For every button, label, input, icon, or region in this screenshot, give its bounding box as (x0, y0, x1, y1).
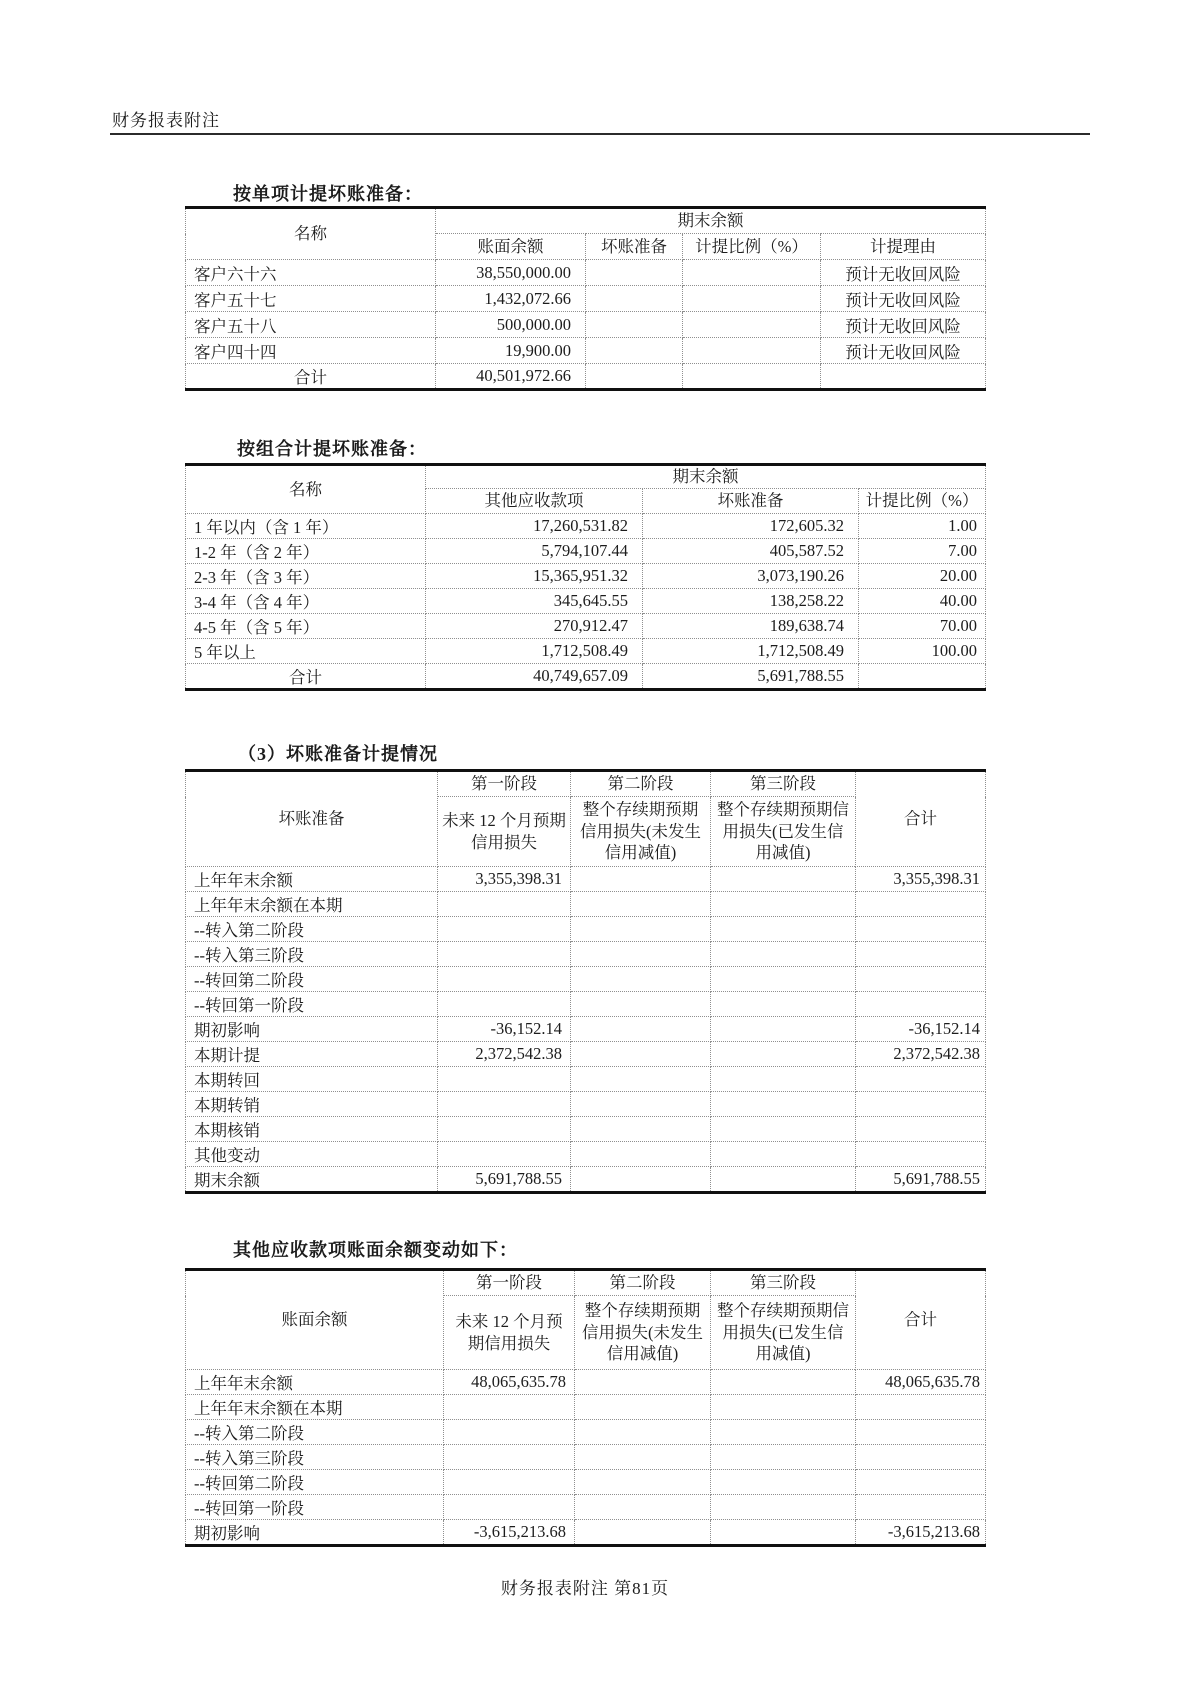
table-row (186, 1017, 986, 1042)
cell-provision (586, 338, 683, 364)
cell-label: --转回第一阶段 (186, 992, 438, 1017)
cell-total (856, 942, 986, 967)
table-header-row (186, 1270, 986, 1296)
cell-stage3 (711, 1117, 856, 1142)
page-footer: 财务报表附注 第81页 (500, 1579, 670, 1598)
cell-stage3 (711, 1495, 856, 1520)
cell-stage1: 5,691,788.55 (438, 1167, 571, 1193)
cell-ratio (683, 338, 821, 364)
cell-ratio (683, 364, 821, 390)
table-row (186, 260, 986, 286)
table-row (186, 639, 986, 664)
section2-title: 按组合计提坏账准备： (237, 439, 427, 459)
table-row (186, 1042, 986, 1067)
table-row (186, 539, 986, 564)
cell-receivable: 5,794,107.44 (426, 539, 643, 564)
table-row (186, 514, 986, 539)
cell-ratio (683, 286, 821, 312)
col-header-stage1-ecl: 未来 12 个月预期信用损失 (444, 1296, 575, 1370)
cell-name: 客户五十八 (186, 312, 436, 338)
table-total-row (186, 364, 986, 390)
cell-stage1: 2,372,542.38 (438, 1042, 571, 1067)
cell-label: --转回第一阶段 (186, 1495, 444, 1520)
header-divider (110, 133, 1090, 135)
cell-stage1 (444, 1445, 575, 1470)
cell-stage3 (711, 1142, 856, 1167)
cell-stage1 (438, 992, 571, 1017)
cell-stage1: -36,152.14 (438, 1017, 571, 1042)
table-row (186, 942, 986, 967)
table-row (186, 1117, 986, 1142)
col-header-book-balance: 账面余额 (436, 234, 586, 260)
col-header-stage1: 第一阶段 (438, 771, 571, 797)
cell-total: 5,691,788.55 (856, 1167, 986, 1193)
cell-total (856, 1117, 986, 1142)
cell-book-balance: 500,000.00 (436, 312, 586, 338)
cell-stage3 (711, 1420, 856, 1445)
cell-stage1 (438, 1092, 571, 1117)
cell-receivable: 270,912.47 (426, 614, 643, 639)
cell-label: 本期转回 (186, 1067, 438, 1092)
cell-aging: 1-2 年（含 2 年） (186, 539, 426, 564)
table-row (186, 1470, 986, 1495)
cell-receivable: 17,260,531.82 (426, 514, 643, 539)
cell-total: 2,372,542.38 (856, 1042, 986, 1067)
page-header-title: 财务报表附注 (112, 111, 220, 130)
cell-stage1 (438, 967, 571, 992)
cell-stage3 (711, 917, 856, 942)
cell-stage2 (571, 1092, 711, 1117)
cell-stage3 (711, 1092, 856, 1117)
col-header-stage3-ecl: 整个存续期预期信用损失(已发生信用减值) (711, 1296, 856, 1370)
cell-label: 上年年末余额在本期 (186, 1395, 444, 1420)
col-header-stage3: 第三阶段 (711, 1270, 856, 1296)
cell-book-balance: 19,900.00 (436, 338, 586, 364)
table-header-row (186, 465, 986, 489)
cell-ratio: 1.00 (859, 514, 986, 539)
cell-stage1 (438, 1117, 571, 1142)
col-header-stage2-ecl: 整个存续期预期信用损失(未发生信用减值) (575, 1296, 711, 1370)
cell-ratio (859, 664, 986, 690)
col-header-label: 账面余额 (186, 1270, 444, 1370)
cell-stage2 (575, 1445, 711, 1470)
cell-stage3 (711, 1445, 856, 1470)
col-header-provision-reason: 计提理由 (821, 234, 986, 260)
cell-stage2 (575, 1395, 711, 1420)
cell-stage1 (444, 1395, 575, 1420)
cell-receivable: 15,365,951.32 (426, 564, 643, 589)
cell-book-balance: 38,550,000.00 (436, 260, 586, 286)
table-row (186, 1092, 986, 1117)
cell-provision: 189,638.74 (643, 614, 859, 639)
cell-aging: 4-5 年（含 5 年） (186, 614, 426, 639)
cell-total: 48,065,635.78 (856, 1370, 986, 1395)
cell-provision: 138,258.22 (643, 589, 859, 614)
section1-title: 按单项计提坏账准备： (233, 184, 423, 204)
table-row (186, 867, 986, 892)
cell-provision (586, 260, 683, 286)
table-row (186, 1445, 986, 1470)
cell-stage2 (571, 1042, 711, 1067)
cell-stage1 (438, 917, 571, 942)
table-row (186, 338, 986, 364)
cell-reason: 预计无收回风险 (821, 312, 986, 338)
cell-stage2 (571, 1017, 711, 1042)
col-header-stage1-ecl: 未来 12 个月预期信用损失 (438, 797, 571, 867)
cell-label: --转入第三阶段 (186, 942, 438, 967)
cell-label: 期初影响 (186, 1017, 438, 1042)
cell-aging: 5 年以上 (186, 639, 426, 664)
cell-aging: 2-3 年（含 3 年） (186, 564, 426, 589)
table-row (186, 1420, 986, 1445)
cell-stage1: -3,615,213.68 (444, 1520, 575, 1546)
cell-total (856, 892, 986, 917)
cell-provision: 5,691,788.55 (643, 664, 859, 690)
cell-stage3 (711, 967, 856, 992)
cell-ratio: 70.00 (859, 614, 986, 639)
cell-total (856, 967, 986, 992)
cell-label: --转入第二阶段 (186, 917, 438, 942)
table-row (186, 614, 986, 639)
cell-provision (586, 312, 683, 338)
cell-aging: 合计 (186, 664, 426, 690)
col-header-name: 名称 (186, 208, 436, 260)
cell-total (856, 1445, 986, 1470)
cell-stage2 (575, 1520, 711, 1546)
table-provision-stages (185, 769, 986, 1194)
col-header-provision-ratio: 计提比例（%） (683, 234, 821, 260)
cell-ratio: 20.00 (859, 564, 986, 589)
cell-stage1 (444, 1495, 575, 1520)
cell-book-balance: 40,501,972.66 (436, 364, 586, 390)
col-header-provision-ratio: 计提比例（%） (859, 489, 986, 514)
cell-stage1 (438, 1067, 571, 1092)
col-header-stage3: 第三阶段 (711, 771, 856, 797)
cell-stage2 (571, 1142, 711, 1167)
table-row (186, 1395, 986, 1420)
cell-stage2 (571, 867, 711, 892)
cell-label: --转入第三阶段 (186, 1445, 444, 1470)
table-group-provision (185, 463, 986, 691)
cell-label: 其他变动 (186, 1142, 438, 1167)
table-row (186, 1142, 986, 1167)
cell-stage2 (575, 1470, 711, 1495)
table-row (186, 1495, 986, 1520)
col-header-ending-balance: 期末余额 (426, 465, 986, 489)
cell-total (856, 1420, 986, 1445)
cell-total: -3,615,213.68 (856, 1520, 986, 1546)
section4-title: 其他应收款项账面余额变动如下： (233, 1240, 518, 1260)
col-header-other-receivables: 其他应收款项 (426, 489, 643, 514)
cell-total: 3,355,398.31 (856, 867, 986, 892)
cell-stage3 (711, 1395, 856, 1420)
table-row (186, 967, 986, 992)
cell-name: 客户五十七 (186, 286, 436, 312)
cell-stage2 (571, 1067, 711, 1092)
cell-stage3 (711, 1470, 856, 1495)
col-header-bad-debt-provision: 坏账准备 (643, 489, 859, 514)
cell-provision (586, 286, 683, 312)
cell-total (856, 1142, 986, 1167)
cell-total (856, 1395, 986, 1420)
table-row (186, 992, 986, 1017)
cell-label: 上年年末余额 (186, 867, 438, 892)
cell-total (856, 1067, 986, 1092)
cell-label: 本期转销 (186, 1092, 438, 1117)
table-row (186, 286, 986, 312)
cell-aging: 1 年以内（含 1 年） (186, 514, 426, 539)
cell-stage3 (711, 1017, 856, 1042)
cell-total (856, 1495, 986, 1520)
cell-ratio (683, 260, 821, 286)
cell-label: --转回第二阶段 (186, 1470, 444, 1495)
cell-stage2 (575, 1370, 711, 1395)
cell-stage1 (438, 892, 571, 917)
cell-stage3 (711, 1520, 856, 1546)
col-header-label: 坏账准备 (186, 771, 438, 867)
cell-ratio (683, 312, 821, 338)
cell-stage2 (571, 892, 711, 917)
cell-stage3 (711, 867, 856, 892)
cell-stage2 (571, 967, 711, 992)
cell-stage2 (571, 1167, 711, 1193)
col-header-stage2-ecl: 整个存续期预期信用损失(未发生信用减值) (571, 797, 711, 867)
col-header-stage3-ecl: 整个存续期预期信用损失(已发生信用减值) (711, 797, 856, 867)
cell-total (856, 1092, 986, 1117)
cell-label: --转入第二阶段 (186, 1420, 444, 1445)
col-header-stage2: 第二阶段 (571, 771, 711, 797)
cell-stage2 (571, 917, 711, 942)
table-row (186, 917, 986, 942)
cell-stage1 (444, 1470, 575, 1495)
cell-reason: 预计无收回风险 (821, 286, 986, 312)
cell-stage2 (571, 992, 711, 1017)
cell-stage3 (711, 992, 856, 1017)
cell-total: -36,152.14 (856, 1017, 986, 1042)
cell-stage1 (444, 1420, 575, 1445)
cell-stage3 (711, 892, 856, 917)
table-header-row (186, 771, 986, 797)
cell-reason: 预计无收回风险 (821, 338, 986, 364)
cell-total (856, 992, 986, 1017)
cell-provision: 405,587.52 (643, 539, 859, 564)
cell-label: 期初影响 (186, 1520, 444, 1546)
cell-stage3 (711, 1370, 856, 1395)
cell-aging: 3-4 年（含 4 年） (186, 589, 426, 614)
cell-ratio: 100.00 (859, 639, 986, 664)
cell-stage2 (571, 942, 711, 967)
cell-reason: 预计无收回风险 (821, 260, 986, 286)
col-header-stage2: 第二阶段 (575, 1270, 711, 1296)
cell-label: 本期核销 (186, 1117, 438, 1142)
cell-stage3 (711, 1067, 856, 1092)
cell-name: 客户六十六 (186, 260, 436, 286)
table-row (186, 892, 986, 917)
cell-stage1 (438, 1142, 571, 1167)
table-row (186, 1520, 986, 1546)
table-row (186, 1067, 986, 1092)
cell-stage1 (438, 942, 571, 967)
cell-label: --转回第二阶段 (186, 967, 438, 992)
cell-label: 本期计提 (186, 1042, 438, 1067)
table-row (186, 312, 986, 338)
col-header-bad-debt-provision: 坏账准备 (586, 234, 683, 260)
cell-stage3 (711, 1042, 856, 1067)
table-row (186, 564, 986, 589)
cell-stage3 (711, 1167, 856, 1193)
cell-stage2 (575, 1420, 711, 1445)
cell-label: 上年年末余额 (186, 1370, 444, 1395)
table-header-row (186, 208, 986, 234)
cell-stage2 (571, 1117, 711, 1142)
cell-book-balance: 1,432,072.66 (436, 286, 586, 312)
table-row (186, 1167, 986, 1193)
table-total-row (186, 664, 986, 690)
cell-receivable: 40,749,657.09 (426, 664, 643, 690)
col-header-total: 合计 (856, 1270, 986, 1370)
cell-receivable: 1,712,508.49 (426, 639, 643, 664)
table-row (186, 589, 986, 614)
cell-receivable: 345,645.55 (426, 589, 643, 614)
table-book-balance-stages (185, 1268, 986, 1547)
cell-label: 上年年末余额在本期 (186, 892, 438, 917)
cell-provision: 172,605.32 (643, 514, 859, 539)
cell-provision: 1,712,508.49 (643, 639, 859, 664)
cell-total (856, 1470, 986, 1495)
col-header-stage1: 第一阶段 (444, 1270, 575, 1296)
cell-stage1: 48,065,635.78 (444, 1370, 575, 1395)
table-individual-provision (185, 206, 986, 391)
cell-stage1: 3,355,398.31 (438, 867, 571, 892)
cell-reason (821, 364, 986, 390)
cell-provision: 3,073,190.26 (643, 564, 859, 589)
col-header-total: 合计 (856, 771, 986, 867)
cell-stage3 (711, 942, 856, 967)
col-header-name: 名称 (186, 465, 426, 514)
cell-provision (586, 364, 683, 390)
section3-title: （3）坏账准备计提情况 (238, 744, 438, 764)
cell-name: 合计 (186, 364, 436, 390)
cell-stage2 (575, 1495, 711, 1520)
table-row (186, 1370, 986, 1395)
cell-ratio: 7.00 (859, 539, 986, 564)
cell-name: 客户四十四 (186, 338, 436, 364)
cell-total (856, 917, 986, 942)
cell-ratio: 40.00 (859, 589, 986, 614)
cell-label: 期末余额 (186, 1167, 438, 1193)
col-header-ending-balance: 期末余额 (436, 208, 986, 234)
